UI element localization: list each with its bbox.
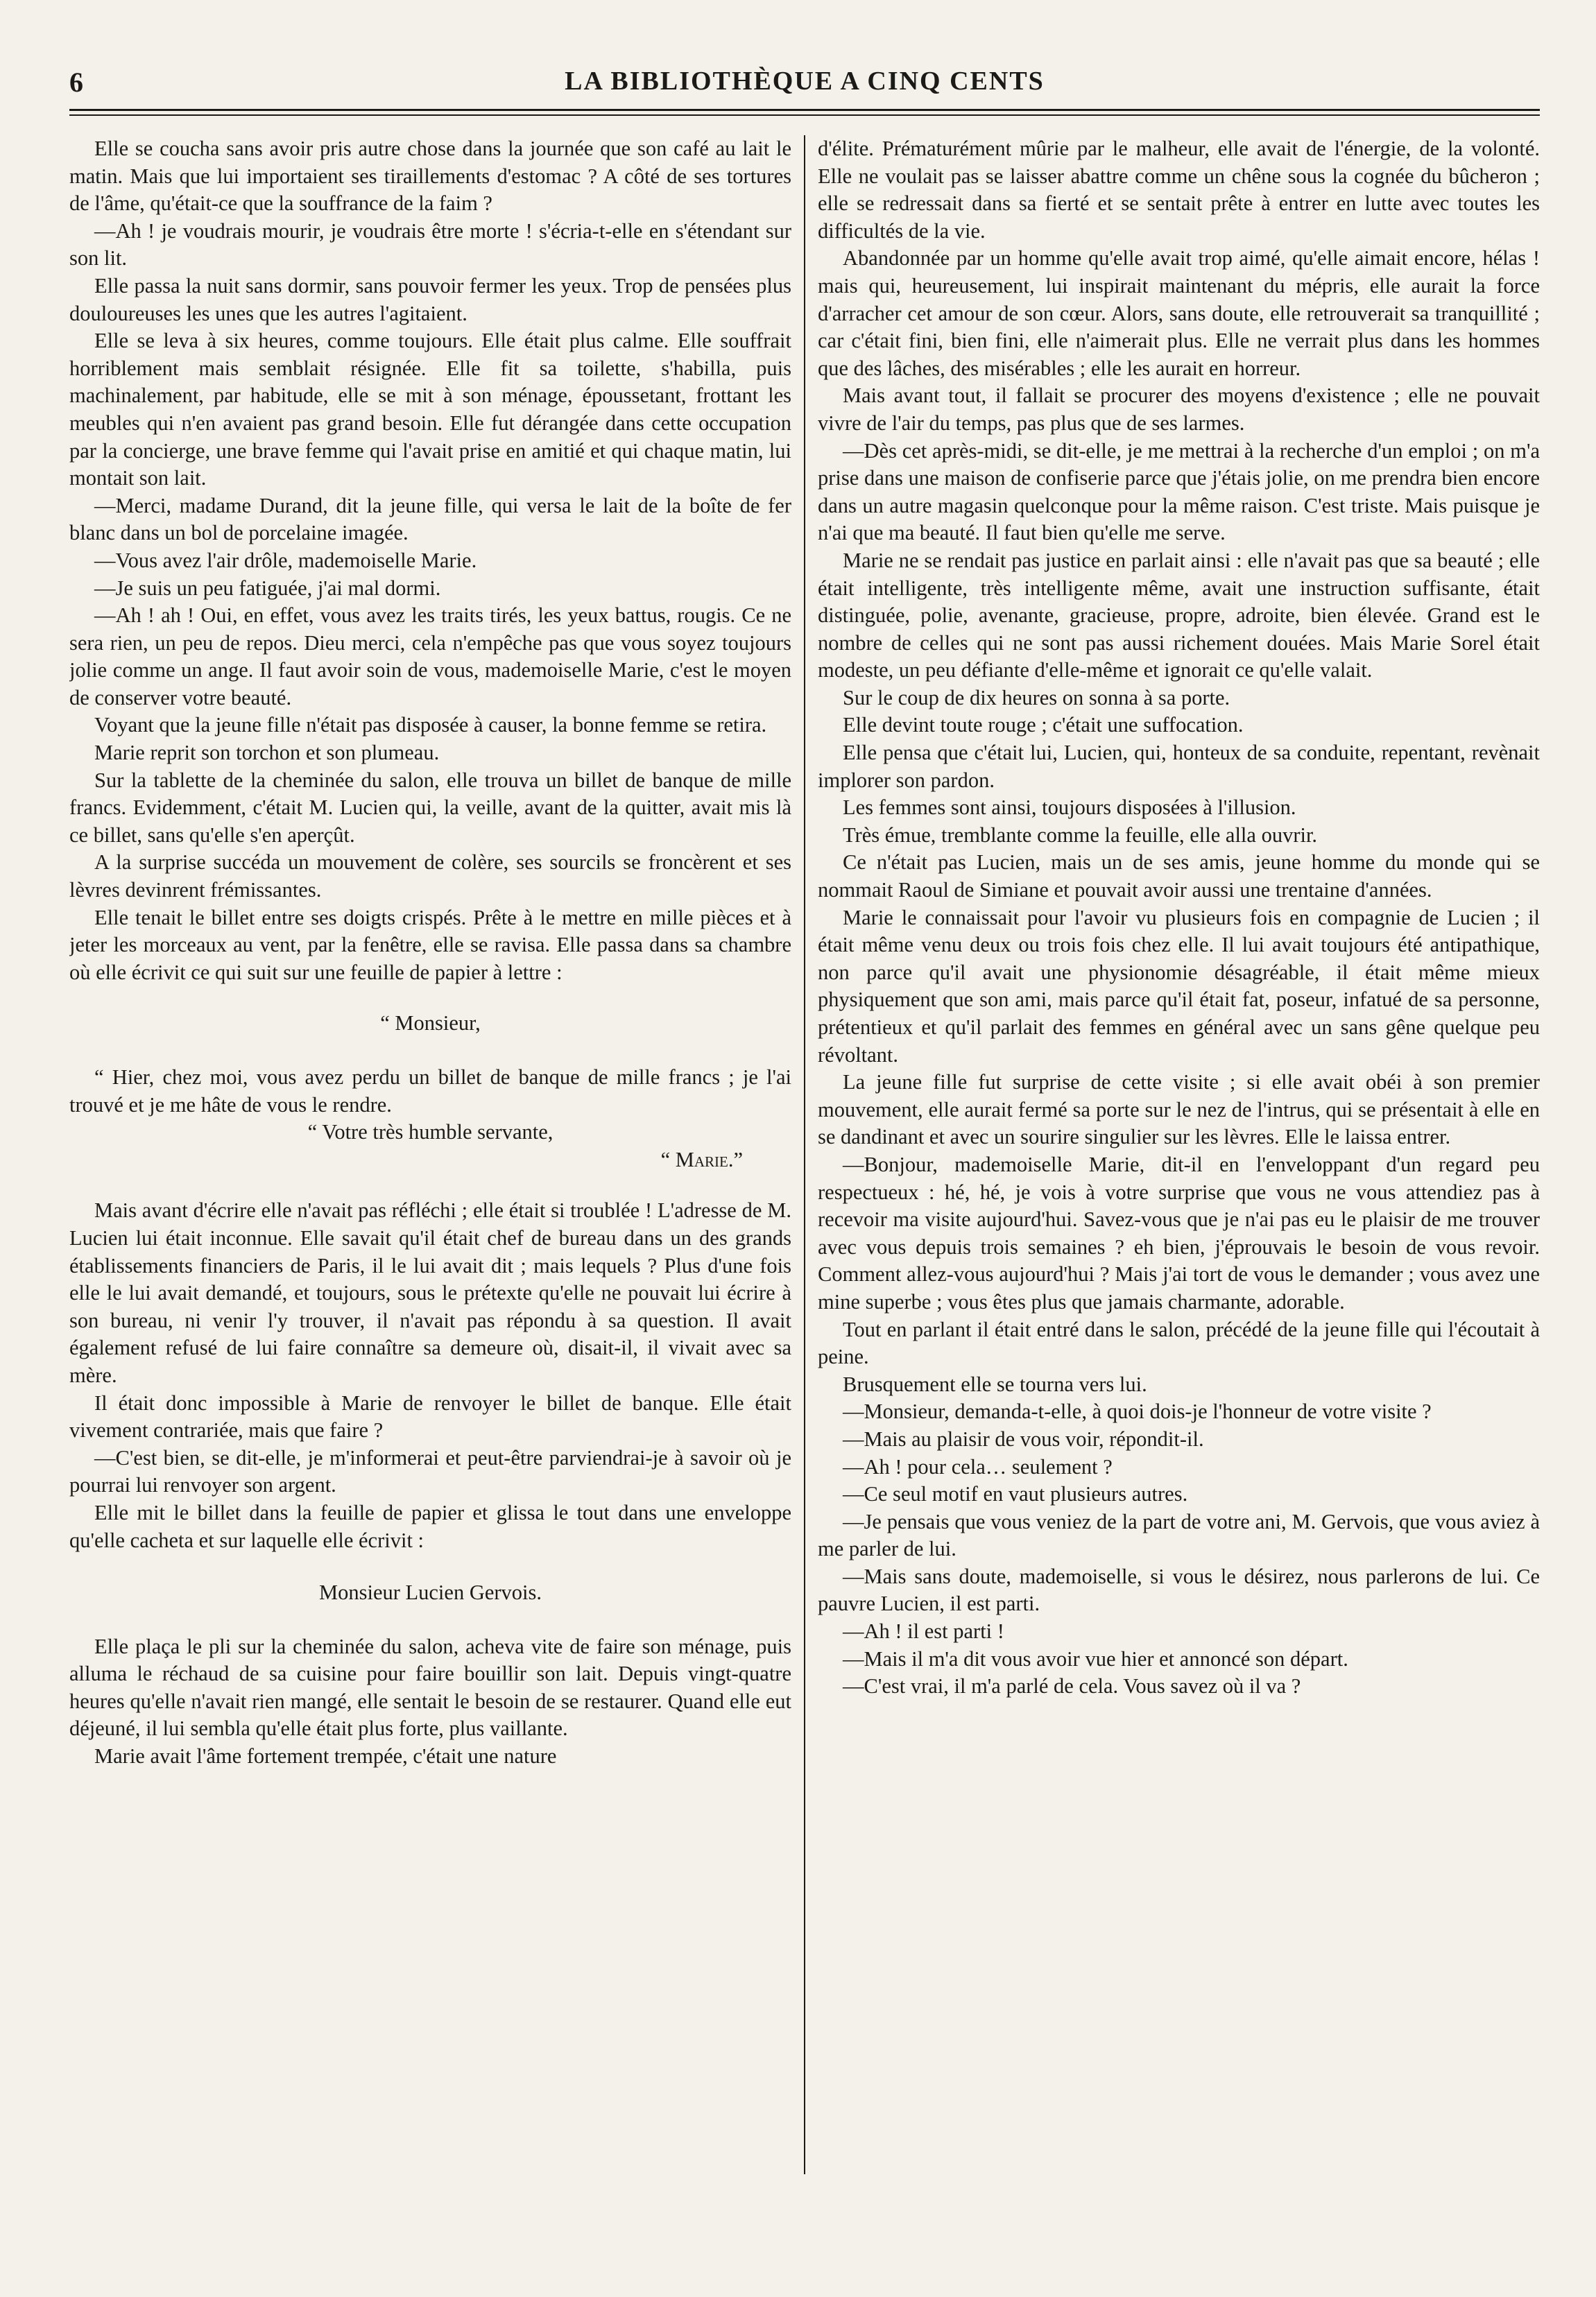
paragraph: Les femmes sont ainsi, toujours disposées à l'illusion. bbox=[843, 795, 1296, 820]
paragraph: —Ah ! je voudrais mourir, je voudrais être morte ! s'écria-t-elle en s'étendant sur son lit. bbox=[69, 218, 791, 270]
paragraph: Mais avant tout, il fallait se procurer des moyens d'existence ; elle ne pouvait vivre de l'air du temps, pas plus que de ses larmes. bbox=[818, 384, 1540, 435]
paragraph: —Merci, madame Durand, dit la jeune fille, qui versa le lait de la boîte de fer blanc dans un bol de porcelaine imagée. bbox=[69, 493, 791, 545]
newspaper-page bbox=[69, 66, 1540, 2216]
paragraph: Voyant que la jeune fille n'était pas disposée à causer, la bonne femme se retira. bbox=[94, 713, 767, 737]
paragraph: A la surprise succéda un mouvement de colère, ses sourcils se froncèrent et ses lèvres devinrent frémissantes. bbox=[69, 850, 791, 902]
paragraph: —Je pensais que vous veniez de la part de votre ani, M. Gervois, que vous aviez à me parler de lui. bbox=[818, 1509, 1540, 1561]
header-rule-thin bbox=[69, 114, 1540, 116]
paragraph: Sur la tablette de la cheminée du salon, elle trouva un billet de banque de mille francs. Evidemment, c'était M. Lucien qui, la veille, avant de la quitter, avait mis là ce billet, sans qu'elle s'en aperçût. bbox=[69, 768, 791, 847]
paragraph: Elle se leva à six heures, comme toujours. Elle était plus calme. Elle souffrait horriblement mais semblait résignée. Elle fit sa toilette, s'habilla, puis machinalement, par habitude, elle se mit à son ménage, époussetant, frottant les meubles qui n'en avaient pas grand besoin. Elle fut dérangée dans cette occupation par la concierge, une brave femme qui l'avait prise en amitié et qui chaque matin, lui montait son lait. bbox=[69, 329, 791, 490]
paragraph: Il était donc impossible à Marie de renvoyer le billet de banque. Elle était vivement contrariée, mais que faire ? bbox=[69, 1391, 791, 1443]
left-column bbox=[69, 135, 804, 2216]
paragraph: Elle passa la nuit sans dormir, sans pouvoir fermer les yeux. Trop de pensées plus douloureuses les unes que les autres l'agitaient. bbox=[69, 273, 791, 325]
sign-line: “ Marie.” bbox=[660, 1147, 743, 1171]
paragraph: Marie ne se rendait pas justice en parlait ainsi : elle n'avait pas que sa beauté ; elle était intelligente, très intelligente même, avait une instruction suffisante, était distinguée, polie, avenante, gracieuse, propre, adroite, bien élevée. Grand est le nombre de celles qui ne sont pas aussi richement douées. Mais Marie Sorel était modeste, un peu défiante d'elle-même et ignorait ce qu'elle valait. bbox=[818, 548, 1540, 682]
paragraph: Sur le coup de dix heures on sonna à sa porte. bbox=[843, 685, 1230, 709]
paragraph: Marie le connaissait pour l'avoir vu plusieurs fois en compagnie de Lucien ; il était même venu deux ou trois fois chez elle. Il lui avait toujours été antipathique, non parce qu'il avait une physionomie désagréable, il était même mieux physiquement que son ami, mais parce qu'il était fat, poseur, infatué de sa personne, prétentieux et qu'il parlait des femmes en général avec un sans gêne quelque peu révoltant. bbox=[818, 905, 1540, 1067]
paragraph: Marie avait l'âme fortement trempée, c'était une nature bbox=[94, 1744, 557, 1769]
paragraph: —Mais il m'a dit vous avoir vue hier et annoncé son départ. bbox=[843, 1646, 1348, 1671]
paragraph: —Monsieur, demanda-t-elle, à quoi dois-je l'honneur de votre visite ? bbox=[843, 1400, 1432, 1424]
salute-line: “ Monsieur, bbox=[380, 1011, 481, 1035]
paragraph: Tout en parlant il était entré dans le salon, précédé de la jeune fille qui l'écoutait à peine. bbox=[818, 1317, 1540, 1369]
paragraph: Très émue, tremblante comme la feuille, elle alla ouvrir. bbox=[843, 823, 1318, 847]
paragraph: —C'est vrai, il m'a parlé de cela. Vous savez où il va ? bbox=[843, 1674, 1301, 1698]
paragraph: —Dès cet après-midi, se dit-elle, je me mettrai à la recherche d'un emploi ; on m'a prise dans une maison de confiserie parce que j'étais jolie, on me prendra bien encore dans un autre magasin quelconque pour la même raison. C'est triste. Mais puisque je n'ai que ma beauté. Il faut bien qu'elle me serve. bbox=[818, 438, 1540, 545]
close-line: “ Votre très humble servante, bbox=[307, 1120, 554, 1144]
page-number: 6 bbox=[69, 67, 83, 98]
paragraph: —Bonjour, mademoiselle Marie, dit-il en l'enveloppant d'un regard peu respectueux : hé, hé, je vois à votre surprise que vous ne vous attendiez pas à recevoir ma visite aujourd'hui. Savez-vous que je n'ai pas eu le plaisir de me trouver avec vous depuis trois semaines ? eh bien, j'éprouvais le besoin de vous revoir. Comment allez-vous aujourd'hui ? Mais j'ai tort de vous le demander ; vous avez une mine superbe ; vous êtes plus que jamais charmante, adorable. bbox=[818, 1152, 1540, 1314]
paragraph: —Ah ! pour cela… seulement ? bbox=[843, 1454, 1113, 1479]
paragraph: La jeune fille fut surprise de cette visite ; si elle avait obéi à son premier mouvement, elle aurait fermé sa porte sur le nez de l'intrus, qui se présentait à elle en se dandinant et avec un sourire singulier sur les lèvres. Elle le laissa entrer. bbox=[818, 1070, 1540, 1149]
right-column bbox=[805, 135, 1540, 2216]
paragraph: —Mais au plaisir de vous voir, répondit-il. bbox=[843, 1427, 1204, 1451]
paragraph: Mais avant d'écrire elle n'avait pas réfléchi ; elle était si troublée ! L'adresse de M. Lucien lui était inconnue. Elle savait qu'il était chef de bureau dans un des grands établissements financiers de Paris, il le lui avait dit ; mais lequels ? Plus d'une fois elle le lui avait demandé, et toujours, sous le prétexte qu'elle ne pouvait lui écrire à son bureau, ni venir l'y trouver, il n'avait pas répondu à sa question. Il avait également refusé de lui faire connaître sa demeure où, disait-il, il vivait avec sa mère. bbox=[69, 1198, 791, 1387]
paragraph: —Mais sans doute, mademoiselle, si vous le désirez, nous parlerons de lui. Ce pauvre Lucien, il est parti. bbox=[818, 1564, 1540, 1616]
paragraph: Abandonnée par un homme qu'elle avait trop aimé, qu'elle aimait encore, hélas ! mais qui, heureusement, lui inspirait maintenant du mépris, elle aurait la force d'arracher cet amour de son cœur. Alors, sans doute, elle retrouverait sa tranquillité ; car c'était fini, bien fini, elle n'aimerait plus. Elle ne verrait plus dans les hommes que des lâches, des misérables ; elle les aurait en horreur. bbox=[818, 246, 1540, 380]
paragraph: Marie reprit son torchon et son plumeau. bbox=[94, 741, 440, 765]
letter-address: Monsieur Lucien Gervois. bbox=[318, 1581, 542, 1605]
paragraph: —Vous avez l'air drôle, mademoiselle Marie. bbox=[94, 548, 477, 572]
body-line: “ Hier, chez moi, vous avez perdu un billet de banque de mille francs ; je l'ai trouvé et je me hâte de vous le rendre. bbox=[69, 1065, 791, 1117]
paragraph: Elle se coucha sans avoir pris autre chose dans la journée que son café au lait le matin. Mais que lui importaient ses tiraillements d'estomac ? A côté de ses tortures de l'âme, qu'était-ce que la souffrance de la faim ? bbox=[69, 137, 791, 216]
paragraph: —Ah ! ah ! Oui, en effet, vous avez les traits tirés, les yeux battus, rougis. Ce ne sera rien, un peu de repos. Dieu merci, cela n'empêche pas que vous soyez toujours jolie comme un ange. Il faut avoir soin de vous, mademoiselle Marie, c'est le moyen de conserver votre beauté. bbox=[69, 603, 791, 709]
paragraph: Brusquement elle se tourna vers lui. bbox=[843, 1372, 1147, 1396]
paragraph: d'élite. Prématurément mûrie par le malheur, elle avait de l'énergie, de la volonté. Elle ne voulait pas se laisser abattre comme un chêne sous la cognée du bûcheron ; elle se redressait dans sa fierté et se sentait prête à entrer en lutte avec toutes les difficultés de la vie. bbox=[818, 137, 1540, 243]
page-header bbox=[69, 66, 1540, 107]
paragraph: Elle pensa que c'était lui, Lucien, qui, honteux de sa conduite, repentant, revènait implorer son pardon. bbox=[818, 741, 1540, 792]
paragraph: Elle mit le billet dans la feuille de papier et glissa le tout dans une enveloppe qu'elle cacheta et sur laquelle elle écrivit : bbox=[69, 1500, 791, 1552]
paragraph: Elle tenait le billet entre ses doigts crispés. Prête à le mettre en mille pièces et à jeter les morceaux au vent, par la fenêtre, elle se ravisa. Elle passa dans sa chambre où elle écrivit ce qui suit sur une feuille de papier à lettre : bbox=[69, 905, 791, 984]
paragraph: —Ah ! il est parti ! bbox=[843, 1619, 1004, 1644]
paragraph: —Je suis un peu fatiguée, j'ai mal dormi. bbox=[94, 576, 441, 600]
paragraph: Ce n'était pas Lucien, mais un de ses amis, jeune homme du monde qui se nommait Raoul de Simiane et pouvait avoir aussi une trentaine d'années. bbox=[818, 850, 1540, 902]
paragraph: Elle plaça le pli sur la cheminée du salon, acheva vite de faire son ménage, puis alluma le réchaud de sa cuisine pour faire bouillir son lait. Depuis vingt-quatre heures qu'elle n'avait rien mangé, elle sentait le besoin de se restaurer. Quand elle eut déjeuné, il lui sembla qu'elle était plus forte, plus vaillante. bbox=[69, 1634, 791, 1741]
paragraph: Elle devint toute rouge ; c'était une suffocation. bbox=[843, 713, 1244, 737]
paragraph: —C'est bien, se dit-elle, je m'informerai et peut-être parviendrai-je à savoir où je pourrai lui renvoyer son argent. bbox=[69, 1445, 791, 1497]
paragraph: —Ce seul motif en vaut plusieurs autres. bbox=[843, 1482, 1188, 1506]
header-rule bbox=[69, 109, 1540, 111]
text-columns bbox=[69, 135, 1540, 2216]
running-title: LA BIBLIOTHÈQUE A CINQ CENTS bbox=[565, 67, 1045, 96]
